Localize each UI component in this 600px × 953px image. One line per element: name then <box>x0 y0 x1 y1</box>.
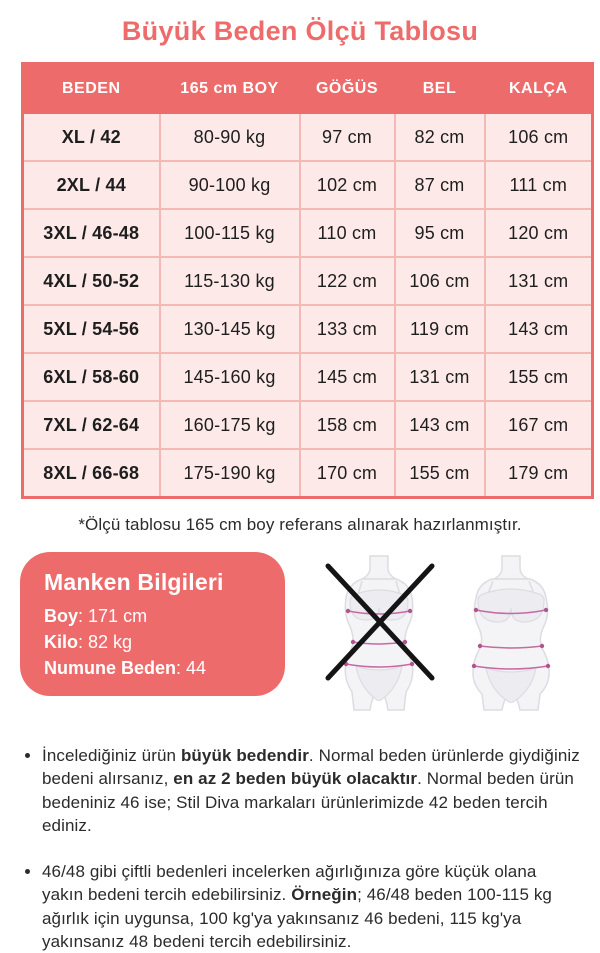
weight-cell: 100-115 kg <box>160 209 300 257</box>
hip-cell: 155 cm <box>485 353 593 401</box>
note-text-bold: en az 2 beden büyük olacaktır <box>173 769 418 789</box>
weight-cell: 160-175 kg <box>160 401 300 449</box>
separator: : <box>78 632 89 653</box>
note-text: . Normal beden ürün bedeniniz 46 ise; Stil Diva markaları ürünlerimizde 42 beden tercih ediniz. <box>42 769 574 835</box>
weight-cell: 175-190 kg <box>160 449 300 498</box>
bust-cell: 102 cm <box>300 161 395 209</box>
model-weight-line <box>44 629 261 655</box>
waist-cell: 106 cm <box>395 257 485 305</box>
waist-cell: 155 cm <box>395 449 485 498</box>
bust-cell: 145 cm <box>300 353 395 401</box>
size-cell: 2XL / 44 <box>23 161 160 209</box>
note-text: . Normal beden ürünlerde giydiğiniz bedeni alırsanız, <box>42 746 580 789</box>
table-row <box>23 161 593 209</box>
waist-cell: 82 cm <box>395 113 485 161</box>
model-height-label: Boy <box>44 606 79 626</box>
col-header-gogus: GÖĞÜS <box>300 64 395 114</box>
model-weight-value: 82 kg <box>88 632 133 653</box>
note-text-bold: Örneğin <box>291 885 358 905</box>
separator: : <box>176 658 187 679</box>
size-chart-infographic <box>0 16 600 953</box>
model-info-card <box>20 552 285 696</box>
hip-cell: 143 cm <box>485 305 593 353</box>
note-text: ; 46/48 beden 100-115 kg ağırlık için uygunsa, 100 kg'ya yakınsanız 46 bedeni, 115 kg'ya yakınsanız 48 bedeni tercih edebilirsiniz. <box>42 885 552 951</box>
weight-cell: 90-100 kg <box>160 161 300 209</box>
waist-cell: 119 cm <box>395 305 485 353</box>
bust-cell: 122 cm <box>300 257 395 305</box>
weight-cell: 145-160 kg <box>160 353 300 401</box>
size-table-header <box>23 64 593 114</box>
weight-cell: 80-90 kg <box>160 113 300 161</box>
table-footnote: *Ölçü tablosu 165 cm boy referans alınarak hazırlanmıştır. <box>78 515 522 534</box>
crossed-out-slim-figure-icon <box>313 554 445 714</box>
bust-cell: 158 cm <box>300 401 395 449</box>
model-weight-label: Kilo <box>44 632 78 653</box>
hip-cell: 120 cm <box>485 209 593 257</box>
size-cell: 4XL / 50-52 <box>23 257 160 305</box>
fit-comparison-figures <box>313 554 577 714</box>
size-cell: XL / 42 <box>23 113 160 161</box>
table-row <box>23 353 593 401</box>
weight-cell: 130-145 kg <box>160 305 300 353</box>
header-row <box>23 64 593 114</box>
info-notes-list <box>26 744 582 953</box>
table-row <box>23 257 593 305</box>
bust-cell: 170 cm <box>300 449 395 498</box>
hip-cell: 111 cm <box>485 161 593 209</box>
model-sample-size-line <box>44 655 261 681</box>
hip-cell: 179 cm <box>485 449 593 498</box>
note-item-sizing <box>42 744 582 837</box>
note-text-bold: büyük bedendir <box>180 746 309 765</box>
size-table <box>21 62 594 499</box>
waist-cell: 143 cm <box>395 401 485 449</box>
model-info-title: Manken Bilgileri <box>44 569 224 595</box>
table-row <box>23 449 593 498</box>
col-header-boy: 165 cm BOY <box>160 64 300 114</box>
bust-cell: 97 cm <box>300 113 395 161</box>
waist-cell: 131 cm <box>395 353 485 401</box>
col-header-kalca: KALÇA <box>485 64 593 114</box>
size-cell: 8XL / 66-68 <box>23 449 160 498</box>
size-cell: 5XL / 54-56 <box>23 305 160 353</box>
size-cell: 6XL / 58-60 <box>23 353 160 401</box>
model-info-section <box>20 552 600 714</box>
model-height-line <box>44 603 261 629</box>
model-height-value: 171 cm <box>88 606 148 626</box>
hip-cell: 106 cm <box>485 113 593 161</box>
waist-cell: 87 cm <box>395 161 485 209</box>
weight-cell: 115-130 kg <box>160 257 300 305</box>
bust-cell: 133 cm <box>300 305 395 353</box>
col-header-bel: BEL <box>395 64 485 114</box>
waist-cell: 95 cm <box>395 209 485 257</box>
table-row <box>23 401 593 449</box>
size-cell: 7XL / 62-64 <box>23 401 160 449</box>
model-sample-size-label: Numune Beden <box>44 658 177 679</box>
plus-size-figure-icon <box>445 554 577 714</box>
size-cell: 3XL / 46-48 <box>23 209 160 257</box>
note-text: İncelediğiniz ürün <box>42 746 181 765</box>
table-row <box>23 113 593 161</box>
page-title: Büyük Beden Ölçü Tablosu <box>121 16 479 46</box>
model-sample-size-value: 44 <box>186 658 207 679</box>
note-item-double-sizes <box>42 860 582 953</box>
table-row <box>23 209 593 257</box>
table-row <box>23 305 593 353</box>
bust-cell: 110 cm <box>300 209 395 257</box>
note-text: 46/48 gibi çiftli bedenleri incelerken ağırlığınıza göre küçük olana yakın bedeni tercih edebilirsiniz. <box>42 862 537 905</box>
col-header-beden: BEDEN <box>23 64 160 114</box>
hip-cell: 167 cm <box>485 401 593 449</box>
separator: : <box>78 606 89 626</box>
hip-cell: 131 cm <box>485 257 593 305</box>
